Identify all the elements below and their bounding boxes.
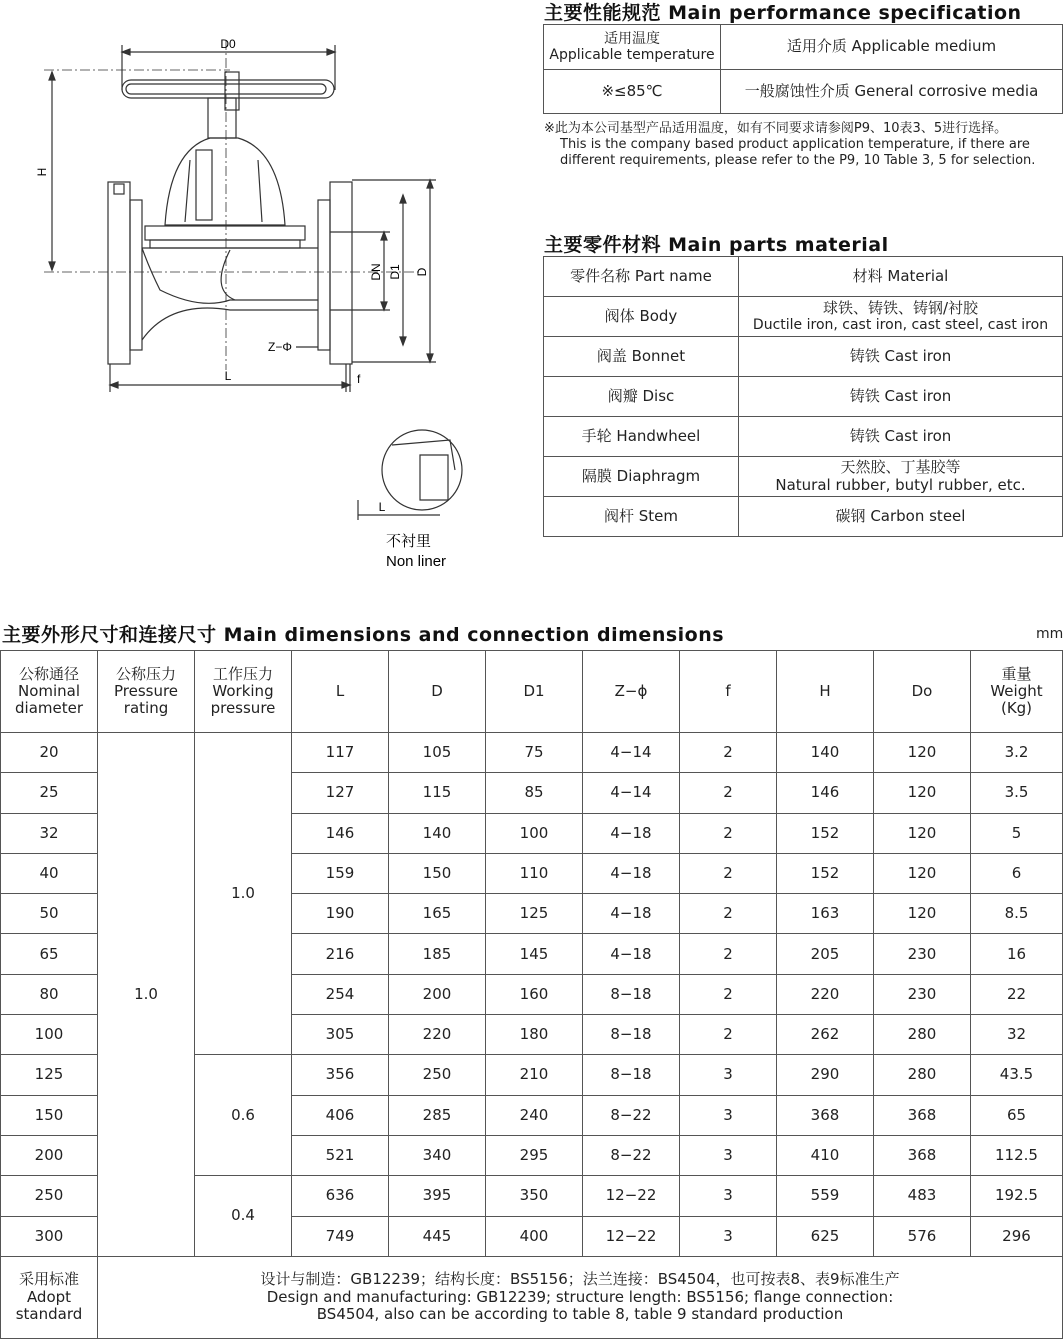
dimension-cell: 280 <box>874 1055 971 1095</box>
dimension-cell: 250 <box>389 1055 486 1095</box>
performance-note: ※此为本公司基型产品适用温度，如有不同要求请参阅P9、10表3、5进行选择。 This is the company based product application temperature, if there are different requirements, please refer to the P9, 10 Table 3, 5 for selection. <box>544 121 1036 168</box>
dimension-cell: 350 <box>486 1176 583 1216</box>
dimension-cell: 2 <box>680 1015 777 1055</box>
dim-header: 工作压力 Working pressure <box>195 651 292 733</box>
dimension-cell: 230 <box>874 974 971 1014</box>
dimension-cell: 127 <box>292 773 389 813</box>
dimension-cell: 4−18 <box>583 894 680 934</box>
perf-header-medium: 适用介质 Applicable medium <box>721 25 1063 70</box>
dimension-cell: 120 <box>874 733 971 773</box>
label-d0: D0 <box>220 37 236 51</box>
materials-table <box>543 256 1063 537</box>
dimension-cell: 4−18 <box>583 934 680 974</box>
label-zphi: Z−Φ <box>268 340 292 354</box>
dim-header: 公称压力 Pressure rating <box>98 651 195 733</box>
dimension-cell: 43.5 <box>971 1055 1063 1095</box>
material: 球铁、铸铁、铸钢/衬胶 Ductile iron, cast iron, cast steel, cast iron <box>739 297 1063 337</box>
nominal-diameter-cell: 40 <box>1 853 98 893</box>
performance-table <box>543 24 1063 114</box>
dimension-cell: 120 <box>874 894 971 934</box>
dimension-cell: 205 <box>777 934 874 974</box>
nominal-diameter-cell: 80 <box>1 974 98 1014</box>
dimension-cell: 400 <box>486 1216 583 1256</box>
dimension-cell: 4−14 <box>583 733 680 773</box>
dimension-cell: 3.2 <box>971 733 1063 773</box>
dimension-cell: 3 <box>680 1176 777 1216</box>
dimension-cell: 6 <box>971 853 1063 893</box>
label-d: D <box>415 267 429 277</box>
table-row <box>544 497 1063 537</box>
dimension-cell: 216 <box>292 934 389 974</box>
dimension-cell: 125 <box>486 894 583 934</box>
dimension-cell: 152 <box>777 813 874 853</box>
dimension-cell: 3 <box>680 1095 777 1135</box>
dimension-cell: 220 <box>777 974 874 1014</box>
dimension-cell: 240 <box>486 1095 583 1135</box>
dimension-cell: 146 <box>777 773 874 813</box>
dimension-cell: 290 <box>777 1055 874 1095</box>
dimension-cell: 3.5 <box>971 773 1063 813</box>
dimension-cell: 368 <box>777 1095 874 1135</box>
dim-header: D1 <box>486 651 583 733</box>
nominal-diameter-cell: 125 <box>1 1055 98 1095</box>
dimension-cell: 305 <box>292 1015 389 1055</box>
dimension-cell: 8−22 <box>583 1095 680 1135</box>
valve-drawing <box>0 0 470 580</box>
dimension-cell: 2 <box>680 974 777 1014</box>
dimension-cell: 636 <box>292 1176 389 1216</box>
nominal-diameter-cell: 300 <box>1 1216 98 1256</box>
perf-header-temperature: 适用温度 Applicable temperature <box>544 25 721 70</box>
dimension-cell: 254 <box>292 974 389 1014</box>
dimension-cell: 117 <box>292 733 389 773</box>
standard-label: 采用标准 Adopt standard <box>1 1256 98 1338</box>
dimension-cell: 2 <box>680 773 777 813</box>
dimension-cell: 150 <box>389 853 486 893</box>
dimension-cell: 410 <box>777 1135 874 1175</box>
dimension-cell: 2 <box>680 894 777 934</box>
dimension-cell: 100 <box>486 813 583 853</box>
label-d1: D1 <box>388 264 402 280</box>
part-name: 阀盖 Bonnet <box>544 337 739 377</box>
nominal-diameter-cell: 65 <box>1 934 98 974</box>
dimension-cell: 163 <box>777 894 874 934</box>
dimension-cell: 3 <box>680 1216 777 1256</box>
non-liner-en: Non liner <box>386 553 447 570</box>
dimension-cell: 22 <box>971 974 1063 1014</box>
nominal-diameter-cell: 100 <box>1 1015 98 1055</box>
dimension-cell: 368 <box>874 1095 971 1135</box>
part-name: 隔膜 Diaphragm <box>544 457 739 497</box>
material: 铸铁 Cast iron <box>739 417 1063 457</box>
nominal-diameter-cell: 32 <box>1 813 98 853</box>
dimension-cell: 406 <box>292 1095 389 1135</box>
dimension-cell: 295 <box>486 1135 583 1175</box>
dimension-cell: 280 <box>874 1015 971 1055</box>
dim-header: H <box>777 651 874 733</box>
dimension-cell: 220 <box>389 1015 486 1055</box>
dimension-cell: 120 <box>874 813 971 853</box>
dimension-cell: 140 <box>389 813 486 853</box>
dimension-cell: 185 <box>389 934 486 974</box>
dimension-cell: 2 <box>680 813 777 853</box>
dimension-cell: 16 <box>971 934 1063 974</box>
mat-header-material: 材料 Material <box>739 257 1063 297</box>
dimension-cell: 8−22 <box>583 1135 680 1175</box>
dimension-cell: 200 <box>389 974 486 1014</box>
dimension-cell: 3 <box>680 1055 777 1095</box>
dimension-cell: 3 <box>680 1135 777 1175</box>
label-dn: DN <box>369 263 383 281</box>
dim-header: D <box>389 651 486 733</box>
dimension-cell: 105 <box>389 733 486 773</box>
dimension-cell: 8−18 <box>583 1015 680 1055</box>
dimension-cell: 152 <box>777 853 874 893</box>
part-name: 手轮 Handwheel <box>544 417 739 457</box>
dimension-cell: 445 <box>389 1216 486 1256</box>
nominal-diameter-cell: 200 <box>1 1135 98 1175</box>
dimension-cell: 8.5 <box>971 894 1063 934</box>
dimension-cell: 160 <box>486 974 583 1014</box>
dimension-cell: 4−18 <box>583 853 680 893</box>
dimension-cell: 85 <box>486 773 583 813</box>
dimension-cell: 230 <box>874 934 971 974</box>
material: 碳钢 Carbon steel <box>739 497 1063 537</box>
dimension-cell: 262 <box>777 1015 874 1055</box>
dimension-cell: 159 <box>292 853 389 893</box>
dim-header: Z−ϕ <box>583 651 680 733</box>
dimension-cell: 190 <box>292 894 389 934</box>
part-name: 阀瓣 Disc <box>544 377 739 417</box>
nominal-diameter-cell: 50 <box>1 894 98 934</box>
dimension-cell: 483 <box>874 1176 971 1216</box>
table-row <box>544 417 1063 457</box>
dimension-cell: 356 <box>292 1055 389 1095</box>
working-pressure-cell: 0.4 <box>195 1176 292 1257</box>
dimension-cell: 120 <box>874 853 971 893</box>
dimension-cell: 576 <box>874 1216 971 1256</box>
dimension-cell: 12−22 <box>583 1176 680 1216</box>
non-liner-cn: 不衬里 <box>386 533 432 550</box>
part-name: 阀体 Body <box>544 297 739 337</box>
mat-header-part: 零件名称 Part name <box>544 257 739 297</box>
dimension-cell: 296 <box>971 1216 1063 1256</box>
dimension-cell: 4−18 <box>583 813 680 853</box>
dimension-cell: 112.5 <box>971 1135 1063 1175</box>
dimension-cell: 75 <box>486 733 583 773</box>
dimension-cell: 120 <box>874 773 971 813</box>
table-row <box>544 297 1063 337</box>
dimensions-header-row <box>1 651 1063 733</box>
dimension-cell: 32 <box>971 1015 1063 1055</box>
dimensions-table <box>0 650 1063 1339</box>
working-pressure-cell: 1.0 <box>195 733 292 1055</box>
dimension-cell: 340 <box>389 1135 486 1175</box>
label-detail-l: L <box>378 500 386 514</box>
table-row <box>544 377 1063 417</box>
material: 铸铁 Cast iron <box>739 337 1063 377</box>
dimension-cell: 12−22 <box>583 1216 680 1256</box>
dimension-cell: 2 <box>680 853 777 893</box>
table-row <box>1 733 1063 773</box>
dimension-cell: 210 <box>486 1055 583 1095</box>
dimension-cell: 65 <box>971 1095 1063 1135</box>
dimension-cell: 2 <box>680 733 777 773</box>
nominal-diameter-cell: 150 <box>1 1095 98 1135</box>
dimensions-title: 主要外形尺寸和连接尺寸 Main dimensions and connection dimensions <box>2 624 725 646</box>
dimension-cell: 140 <box>777 733 874 773</box>
nominal-diameter-cell: 20 <box>1 733 98 773</box>
dimension-cell: 395 <box>389 1176 486 1216</box>
working-pressure-cell: 0.6 <box>195 1055 292 1176</box>
dimension-cell: 368 <box>874 1135 971 1175</box>
nominal-diameter-cell: 250 <box>1 1176 98 1216</box>
dimension-cell: 285 <box>389 1095 486 1135</box>
dim-header: 公称通径 Nominal diameter <box>1 651 98 733</box>
dimension-cell: 5 <box>971 813 1063 853</box>
dimension-cell: 4−14 <box>583 773 680 813</box>
pressure-rating-cell: 1.0 <box>98 733 195 1257</box>
standard-text: 设计与制造：GB12239；结构长度：BS5156；法兰连接：BS4504，也可按表8、表9标准生产 Design and manufacturing: GB12239; structure length: BS5156; flange connection: BS4504, also can be according to table 8, table 9 standard production <box>98 1256 1063 1338</box>
dimension-cell: 749 <box>292 1216 389 1256</box>
dimension-cell: 180 <box>486 1015 583 1055</box>
dimension-cell: 559 <box>777 1176 874 1216</box>
nominal-diameter-cell: 25 <box>1 773 98 813</box>
dim-header: 重量 Weight (Kg) <box>971 651 1063 733</box>
table-row <box>544 457 1063 497</box>
dimension-cell: 165 <box>389 894 486 934</box>
label-f: f <box>357 372 361 386</box>
standard-row <box>1 1256 1063 1338</box>
dim-header: f <box>680 651 777 733</box>
performance-title: 主要性能规范 Main performance specification <box>544 2 1022 24</box>
perf-medium-value: 一般腐蚀性介质 General corrosive media <box>721 70 1063 114</box>
dimension-cell: 8−18 <box>583 1055 680 1095</box>
dimension-cell: 145 <box>486 934 583 974</box>
dimension-cell: 146 <box>292 813 389 853</box>
label-l: L <box>224 369 232 383</box>
dimension-cell: 115 <box>389 773 486 813</box>
dimension-cell: 110 <box>486 853 583 893</box>
dimension-cell: 625 <box>777 1216 874 1256</box>
table-row <box>544 337 1063 377</box>
dim-header: Do <box>874 651 971 733</box>
materials-title: 主要零件材料 Main parts material <box>544 234 889 256</box>
label-h: H <box>35 167 49 177</box>
dimension-cell: 2 <box>680 934 777 974</box>
dimension-cell: 521 <box>292 1135 389 1175</box>
dimension-cell: 8−18 <box>583 974 680 1014</box>
part-name: 阀杆 Stem <box>544 497 739 537</box>
dim-header: L <box>292 651 389 733</box>
dimensions-unit: mm <box>1036 626 1064 642</box>
perf-temperature-value: ※≤85℃ <box>544 70 721 114</box>
dimension-cell: 192.5 <box>971 1176 1063 1216</box>
material: 天然胶、丁基胶等 Natural rubber, butyl rubber, etc. <box>739 457 1063 497</box>
material: 铸铁 Cast iron <box>739 377 1063 417</box>
